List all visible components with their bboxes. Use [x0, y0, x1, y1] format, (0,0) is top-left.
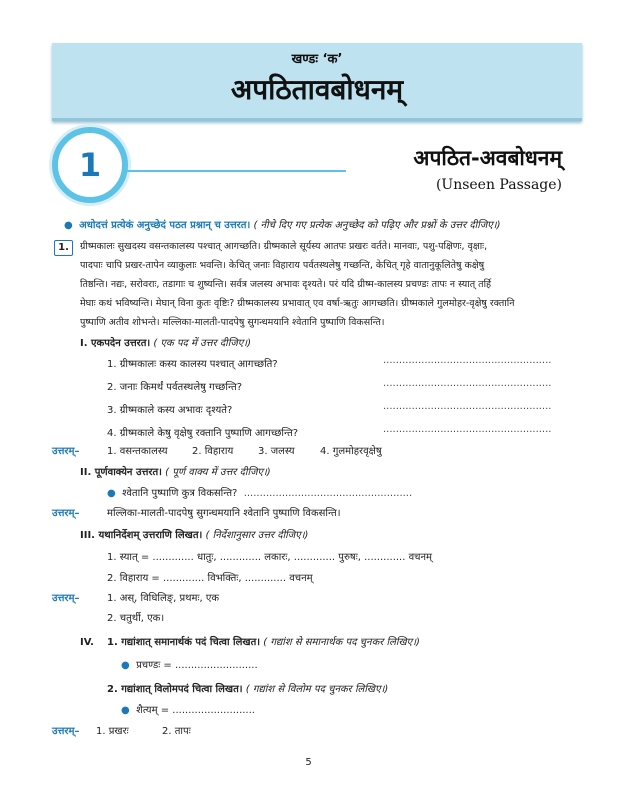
passage-line: तिष्ठन्ति। नद्यः, सरोवराः, तडागाः च शुष्यन्ति। सर्वत्र जलस्य अभावः दृश्यते। परं यदि ग्रीष्म-कालस्य प्रचण्डः तापः न स्यात् तर्हि [80, 279, 492, 290]
answer-label: उत्तरम्– [52, 446, 80, 457]
question: 2. जनाः किमर्थं पर्वतस्थलेषु गच्छन्ति? [107, 382, 243, 393]
question: 1. ग्रीष्मकालः कस्य कालस्य पश्चात् आगच्छति? [107, 359, 278, 370]
chapter-number: 1 [78, 146, 102, 184]
answer-blank: ..................................................... [383, 424, 552, 435]
bullet-icon: ● [121, 705, 130, 716]
question: प्रचण्डः = .......................... [136, 660, 258, 671]
answer-label: उत्तरम्– [52, 508, 80, 519]
page-number: 5 [305, 757, 312, 768]
bullet-icon: ● [121, 660, 130, 671]
answer-blank: ..................................................... [383, 378, 552, 389]
answer: 3. जलस्य [258, 446, 295, 457]
section-2-heading: II. पूर्णवाक्येन उत्तरत। [80, 467, 162, 478]
banner-title: अपठितावबोधनम् [230, 73, 404, 106]
chapter-rule [126, 170, 346, 172]
chapter-subtitle: (Unseen Passage) [435, 177, 562, 193]
section-3-heading-line [80, 529, 308, 543]
passage-line: मेघाः कथं भविष्यन्ति। मेघान् विना कुतः वृष्टिः? ग्रीष्मकालस्य प्रभावात् एव वर्षा-ऋतुः आगच्छति। ग्रीष्मकाले गुलमोहर-वृक्षेषु रक्तानि [80, 298, 515, 309]
bullet-icon: ● [64, 220, 73, 231]
section-4-heading-1: 1. गद्यांशात् समानार्थकं पदं चित्वा लिखत। [107, 637, 261, 648]
answer: 1. वसन्तकालस्य [107, 446, 168, 457]
section-3-heading: III. यथानिर्देशम् उत्तराणि लिखत। [80, 530, 203, 541]
answer-label: उत्तरम्– [52, 726, 80, 737]
instruction-note: ( नीचे दिए गए प्रत्येक अनुच्छेद को पढ़िए और प्रश्नों के उत्तर दीजिए।) [250, 220, 501, 231]
answer: 2. चतुर्थी, एक। [107, 613, 165, 624]
question: श्वेतानि पुष्पाणि कुत्र विकसन्ति? [122, 488, 238, 499]
section-3-note: ( निर्देशानुसार उत्तर दीजिए।) [202, 530, 309, 541]
answer: 2. तापः [162, 726, 191, 737]
answer-label: उत्तरम्– [52, 593, 80, 604]
section-4-roman: IV. [80, 637, 94, 648]
section-1-note: ( एक पद में उत्तर दीजिए।) [150, 338, 251, 349]
section-4-note-2: ( गद्यांश से विलोम पद चुनकर लिखिए।) [242, 684, 389, 695]
question: 3. ग्रीष्मकाले कस्य अभावः दृश्यते? [107, 405, 233, 416]
passage-line: ग्रीष्मकालः सुखदस्य वसन्तकालस्य पश्चात् आगच्छति। ग्रीष्मकाले सूर्यस्य आतपः प्रखरः वर्तते। मानवाः, पशु-पक्षिणः, वृक्षाः, [80, 241, 488, 252]
question-line [121, 659, 258, 673]
section-2-note: ( पूर्ण वाक्य में उत्तर दीजिए।) [161, 467, 271, 478]
section-2-heading-line [80, 466, 271, 480]
section-4-heading-2: 2. गद्यांशात् विलोमपदं चित्वा लिखत। [107, 684, 243, 695]
bullet-icon: ● [107, 488, 116, 499]
question-line [121, 704, 255, 718]
answer-blank: ..................................................... [243, 488, 413, 499]
answer: 4. गुलमोहरवृक्षेषु [320, 446, 382, 457]
instruction-line [64, 219, 501, 233]
answer-blank: ..................................................... [383, 401, 552, 412]
question-line [107, 487, 412, 501]
answer-blank: ..................................................... [383, 355, 552, 366]
chapter-title: अपठित-अवबोधनम् [413, 146, 562, 170]
instruction-text: अधोदत्तं प्रत्येकं अनुच्छेदं पठत प्रश्नान् च उत्तरत। [79, 220, 251, 231]
passage-line: पुष्पाणि अतीव शोभन्ते। मल्लिका-मालती-पादपेषु सुगन्धमयानि श्वेतानि पुष्पाणि विकसन्ति। [80, 317, 385, 328]
question: 1. स्यात् = ............. धातुः, ............. लकारः, ............. पुरुषः, ............. वचनम् [107, 552, 433, 563]
answer: मल्लिका-मालती-पादपेषु सुगन्धमयानि श्वेतानि पुष्पाणि विकसन्ति। [107, 508, 341, 519]
section-1-heading-line [80, 337, 251, 351]
section-4-heading-line [107, 636, 420, 650]
banner-subtitle: खण्डः ‘क’ [291, 52, 343, 67]
passage-line: पादपाः चापि प्रखर-तापेन व्याकुलाः भवन्ति। केचित् जनाः विहाराय पर्वतस्थलेषु गच्छन्ति, केचित् गृहे वातानुकूलितेषु कक्षेषु [80, 260, 485, 271]
answer: 2. विहाराय [192, 446, 234, 457]
section-banner [52, 43, 582, 121]
question: 4. ग्रीष्मकाले केषु वृक्षेषु रक्तानि पुष्पाणि आगच्छन्ति? [107, 428, 299, 439]
question: 2. विहाराय = ............. विभक्तिः, ............. वचनम् [107, 573, 313, 584]
passage-number: 1. [54, 240, 73, 256]
answer: 1. अस्, विधिलिङ्, प्रथमः, एक [107, 593, 220, 604]
section-1-heading: I. एकपदेन उत्तरत। [80, 338, 151, 349]
question: शैत्यम् = .......................... [136, 705, 255, 716]
section-4-note-1: ( गद्यांश से समानार्थक पद चुनकर लिखिए।) [260, 637, 420, 648]
section-4-heading-line [107, 683, 388, 697]
chapter-number-badge [52, 127, 128, 203]
answer: 1. प्रखरः [96, 726, 129, 737]
